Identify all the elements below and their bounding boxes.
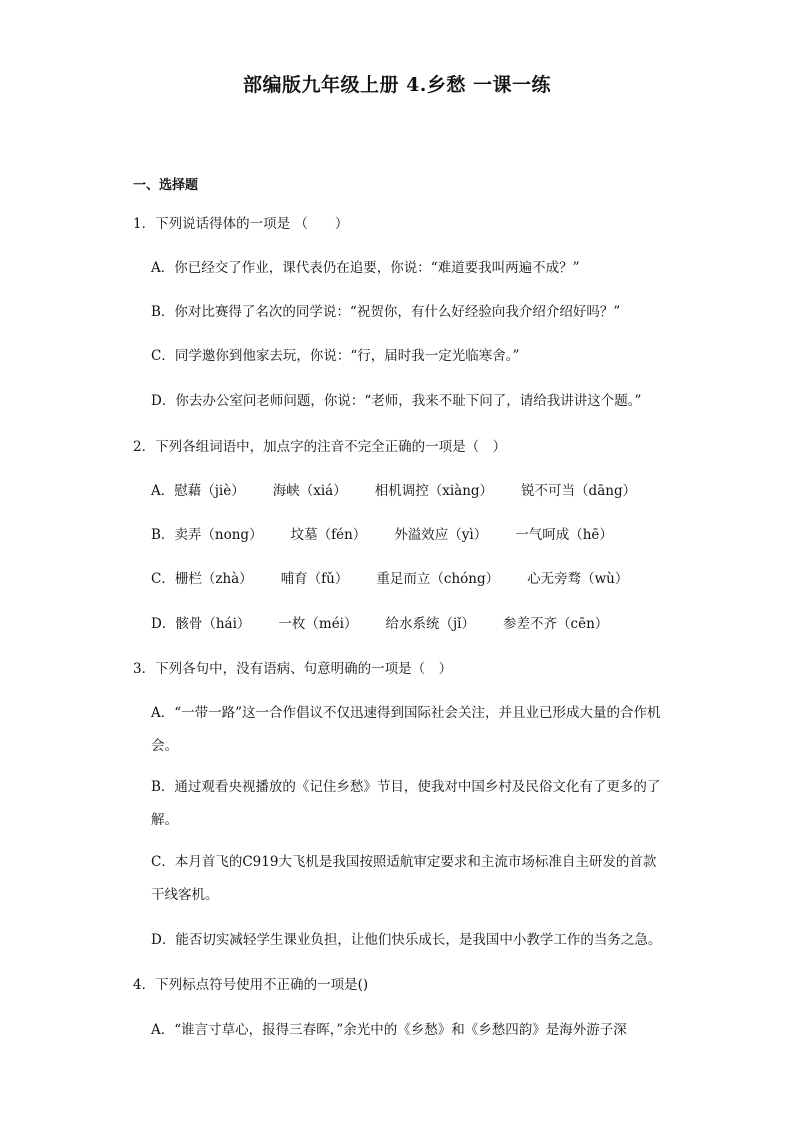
pronunciation-item: 心无旁骛（wù） bbox=[527, 571, 629, 587]
question-1-option-d: D．你去办公室问老师问题，你说：“老师，我来不耻下问了，请给我讲讲这个题。” bbox=[151, 393, 642, 409]
page-title: 部编版九年级上册 4.乡愁 一课一练 bbox=[242, 74, 552, 96]
pronunciation-item: D．骸骨（hái） bbox=[151, 616, 251, 632]
pronunciation-item: A．慰藉（jiè） bbox=[151, 483, 245, 499]
section-heading: 一、选择题 bbox=[133, 178, 199, 193]
pronunciation-item: 一气呵成（hē） bbox=[515, 527, 613, 543]
question-1-option-a: A．你已经交了作业，课代表仍在追要，你说：“难道要我叫两遍不成？” bbox=[151, 260, 580, 276]
question-3-option-a: A．“一带一路”这一合作倡议不仅迅速得到国际社会关注，并且业已形成大量的合作机会。 bbox=[151, 705, 661, 754]
question-2-option-a bbox=[151, 481, 636, 501]
question-2-option-b bbox=[151, 525, 613, 545]
question-2-option-d bbox=[151, 614, 608, 634]
pronunciation-item: 哺育（fǔ） bbox=[280, 571, 349, 587]
pronunciation-item: 坟墓（fén） bbox=[290, 527, 367, 543]
pronunciation-item: 相机调控（xiàng） bbox=[374, 483, 494, 499]
question-4-option-a: A．“谁言寸草心，报得三春晖，”余光中的《乡愁》和《乡愁四韵》是海外游子深 bbox=[151, 1022, 627, 1038]
question-1-option-c: C．同学邀你到他家去玩，你说：“行，届时我一定光临寒舍。” bbox=[151, 348, 520, 364]
question-3-option-b: B．通过观看央视播放的《记住乡愁》节目，使我对中国乡村及民俗文化有了更多的了解。 bbox=[151, 779, 661, 828]
question-3-stem: 3．下列各句中，没有语病、句意明确的一项是（ ） bbox=[133, 661, 453, 677]
question-2-stem: 2．下列各组词语中，加点字的注音不完全正确的一项是（ ） bbox=[133, 439, 507, 455]
pronunciation-item: 重足而立（chóng） bbox=[376, 571, 500, 587]
question-1-option-b: B．你对比赛得了名次的同学说：“祝贺你，有什么好经验向我介绍介绍好吗？” bbox=[151, 304, 621, 320]
pronunciation-item: 给水系统（jǐ） bbox=[385, 616, 476, 632]
pronunciation-item: C．栅栏（zhà） bbox=[151, 571, 253, 587]
pronunciation-item: 参差不齐（cēn） bbox=[503, 616, 609, 632]
question-4-stem: 4．下列标点符号使用不正确的一项是() bbox=[133, 977, 369, 993]
pronunciation-item: 锐不可当（dāng） bbox=[521, 483, 637, 499]
question-2-option-c bbox=[151, 569, 628, 589]
question-3-option-d: D．能否切实减轻学生课业负担，让他们快乐成长，是我国中小教学工作的当务之急。 bbox=[151, 932, 662, 948]
question-3-option-c: C．本月首飞的C919大飞机是我国按照适航审定要求和主流市场标准自主研发的首款干线客机。 bbox=[151, 854, 657, 903]
pronunciation-item: 外溢效应（yì） bbox=[394, 527, 488, 543]
pronunciation-item: 海峡（xiá） bbox=[272, 483, 347, 499]
pronunciation-item: B．卖弄（nong） bbox=[151, 527, 263, 543]
question-1-stem: 1．下列说话得体的一项是 （ ） bbox=[133, 216, 349, 232]
pronunciation-item: 一枚（méi） bbox=[278, 616, 358, 632]
